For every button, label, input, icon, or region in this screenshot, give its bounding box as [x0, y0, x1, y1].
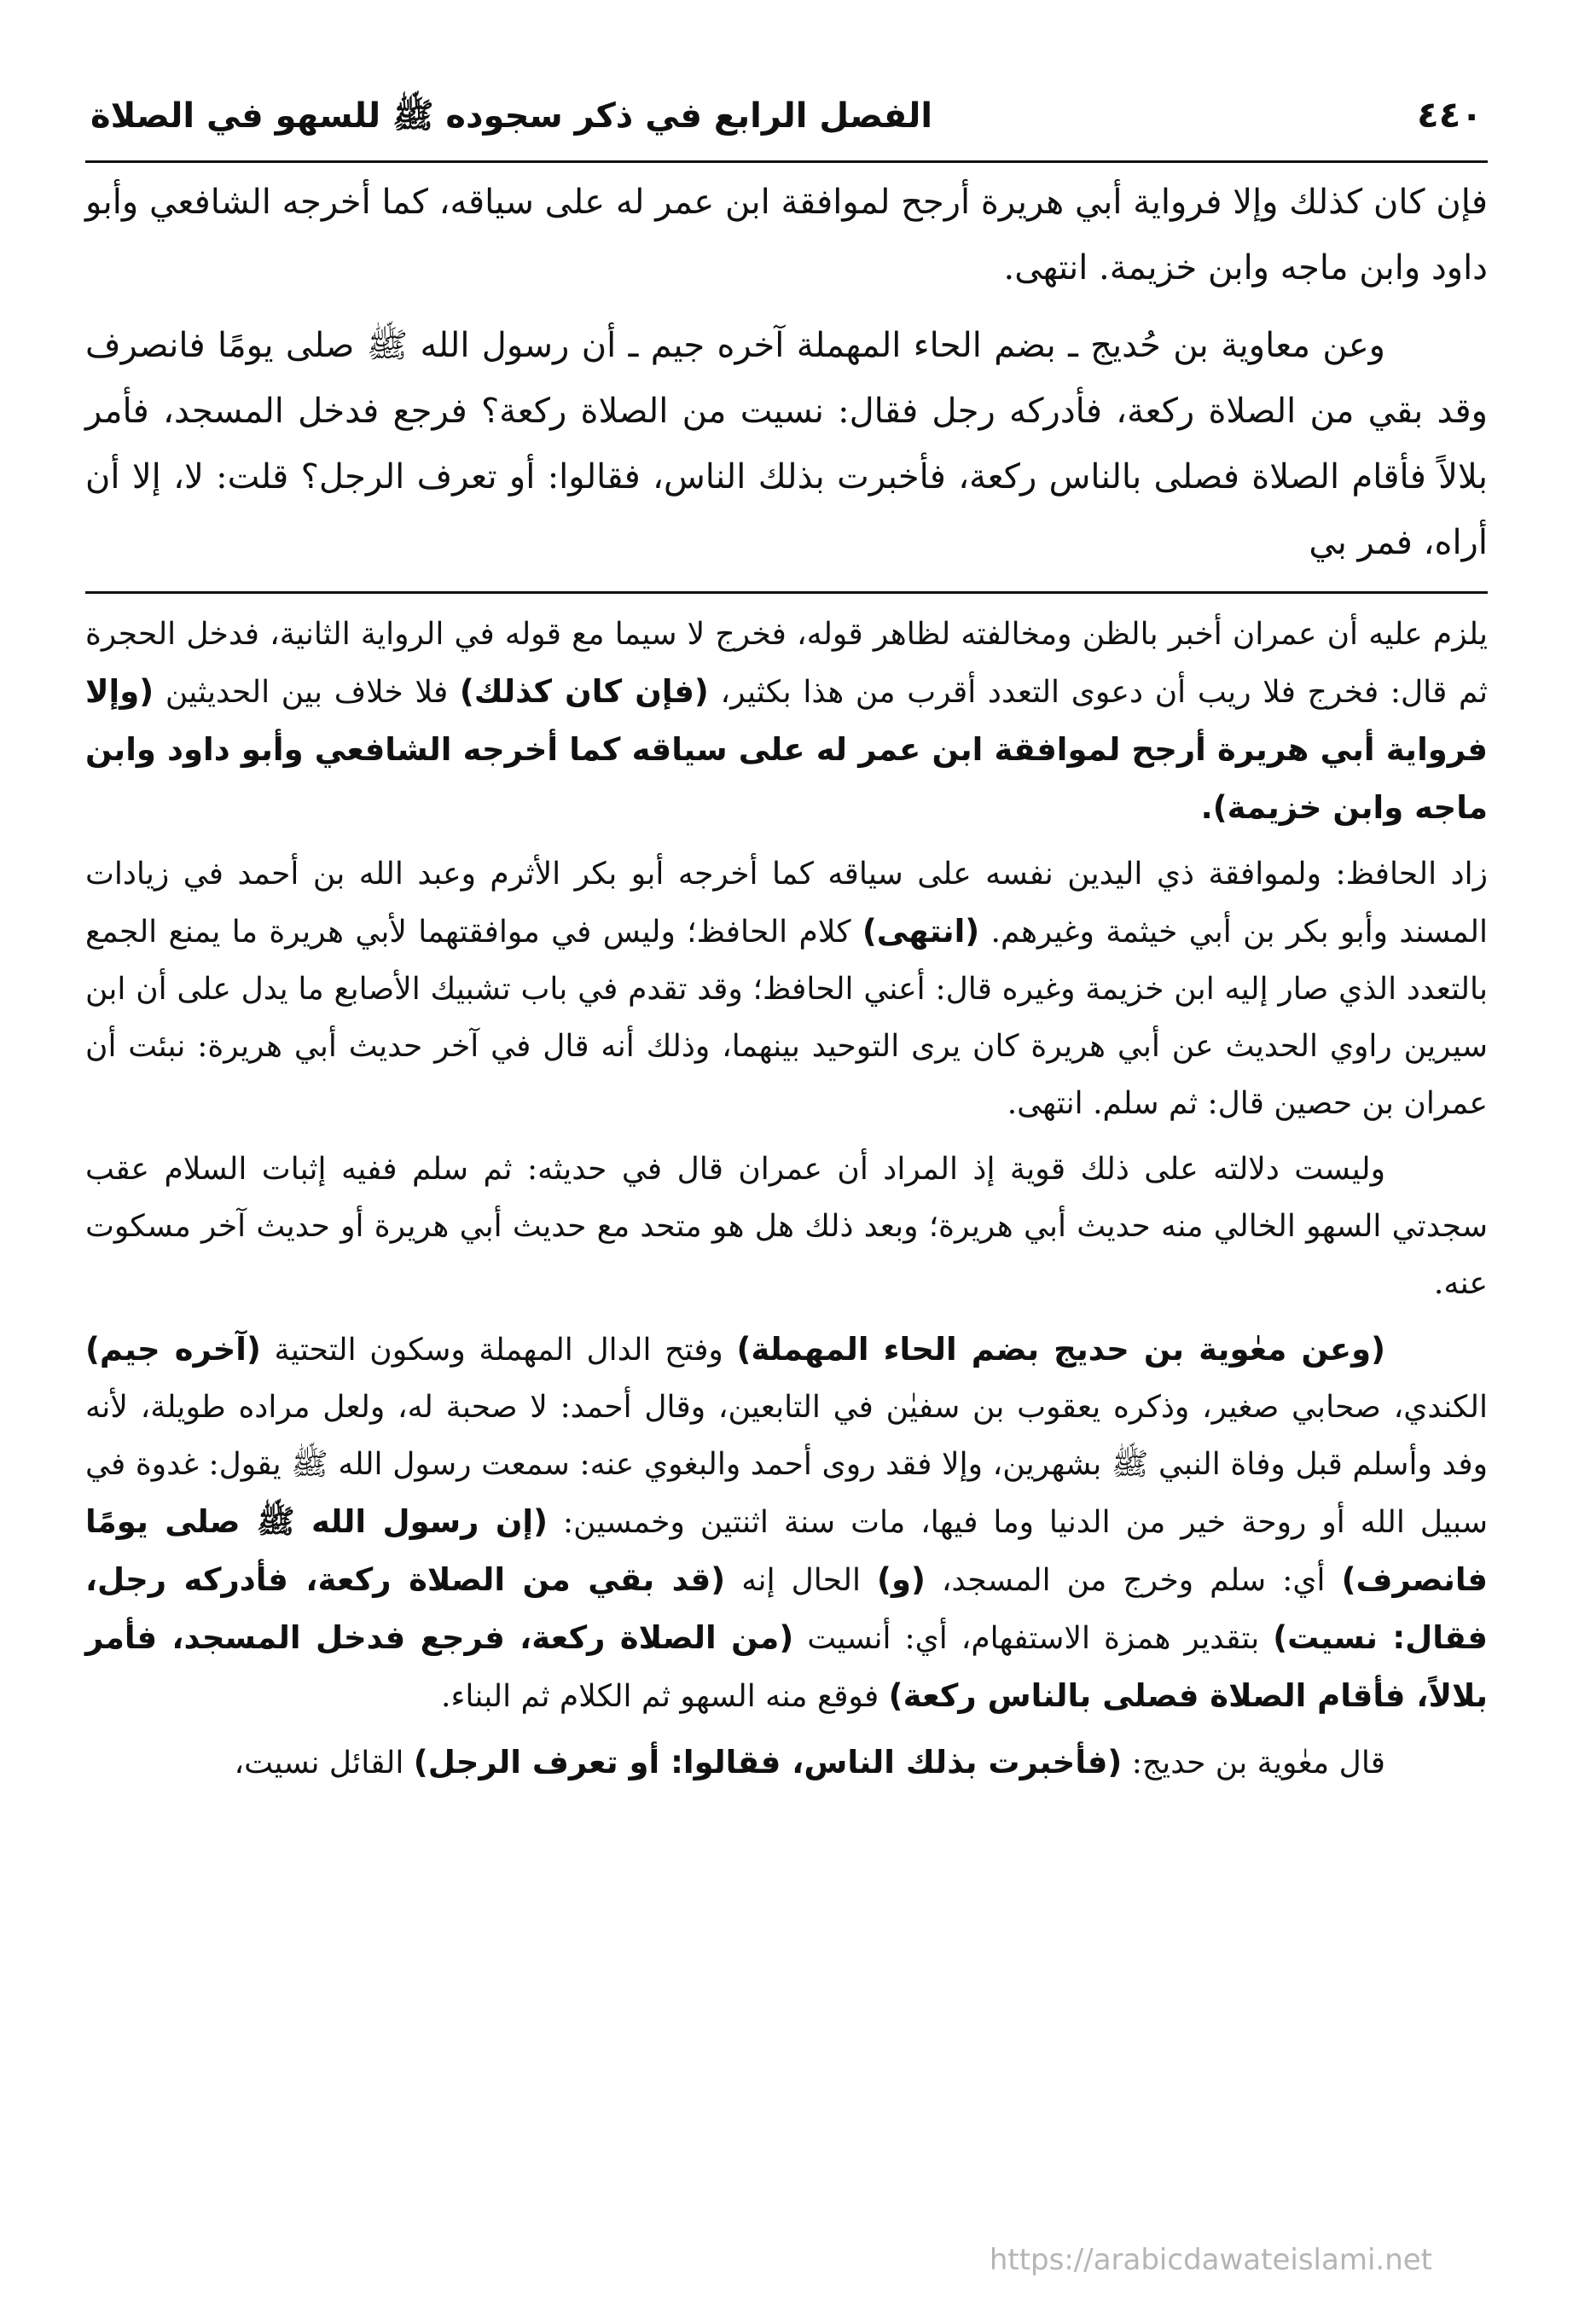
commentary-paragraph: وليست دلالته على ذلك قوية إذ المراد أن عمران قال في حديثه: ثم سلم ففيه إثبات السلام عقب سجدتي السهو الخالي منه حديث أبي هريرة؛ وبعد ذلك هل هو متحد مع حديث أبي هريرة أو حديث آخر مسكوت عنه. [85, 1152, 1488, 1301]
quoted-text: (و) [877, 1561, 926, 1598]
running-header [85, 94, 1488, 163]
commentary-text: قال معٰوية بن حديج: [1122, 1746, 1385, 1781]
commentary-text: الكندي، صحابي صغير، وذكره يعقوب بن سفيٰن في التابعين، وقال أحمد: لا صحبة له، ولعل مراده طويلة، لأنه وفد وأسلم قبل وفاة النبي ﷺ بشهرين، وإلا فقد روى أحمد والبغوي عنه: سمعت رسول الله ﷺ يقول: غدوة في سبيل الله أو روحة خير من الدنيا وما فيها، مات سنة اثنتين وخمسين: [85, 1390, 1489, 1540]
footnote-divider [85, 591, 1488, 594]
chapter-title: الفصل الرابع في ذكر سجوده ﷺ للسهو في الصلاة [90, 96, 933, 136]
commentary-text: فوقع منه السهو ثم الكلام ثم البناء. [441, 1679, 889, 1714]
commentary-paragraph [85, 1321, 1488, 1725]
commentary-text: وفتح الدال المهملة وسكون التحتية [260, 1333, 737, 1368]
commentary-text: بتقدير همزة الاستفهام، أي: أنسيت [793, 1621, 1274, 1656]
book-page [85, 94, 1488, 2290]
commentary [85, 606, 1488, 1792]
quoted-text: (فأخبرت بذلك الناس، فقالوا: أو تعرف الرجل) [413, 1744, 1123, 1781]
quoted-text: (فإن كان كذلك) [459, 673, 709, 710]
commentary-text: كلام الحافظ؛ وليس في موافقتهما لأبي هريرة ما يمنع الجمع بالتعدد الذي صار إليه ابن خزيمة وغيره قال: أعني الحافظ؛ وقد تقدم في باب تشبيك الأصابع ما يدل على أن ابن سيرين راوي الحديث عن أبي هريرة كان يرى التوحيد بينهما، وذلك أنه قال في آخر حديث أبي هريرة: نبئت أن عمران بن حصين قال: ثم سلم. انتهى. [85, 915, 1488, 1121]
commentary-paragraph [85, 1734, 1488, 1792]
quoted-text: (آخره جيم) [85, 1331, 261, 1368]
commentary-paragraph [85, 845, 1488, 1132]
quoted-text: (قد بقي من الصلاة ركعة، فأدركه رجل، فقال: نسيت) [85, 1561, 1488, 1656]
main-text-paragraph: فإن كان كذلك وإلا فرواية أبي هريرة أرجح لموافقة ابن عمر له على سياقه، كما أخرجه الشافعي وأبو داود وابن ماجه وابن خزيمة. انتهى. [85, 183, 1488, 288]
quoted-text: (إن رسول الله ﷺ صلى يومًا فانصرف) [85, 1503, 1488, 1598]
watermark-url: https://arabicdawateislami.net [989, 2243, 1432, 2277]
quoted-text: (وعن معٰوية بن حديج بضم الحاء المهملة) [736, 1331, 1385, 1368]
main-text [85, 170, 1488, 576]
commentary-text: أي: سلم وخرج من المسجد، [925, 1563, 1342, 1598]
commentary-text: الحال إنه [725, 1563, 878, 1598]
commentary-text: القائل نسيت، [234, 1746, 414, 1781]
quoted-text: (وإلا فرواية أبي هريرة أرجح لموافقة ابن عمر له على سياقه كما أخرجه الشافعي وأبو داود وابن ماجه وابن خزيمة). [85, 673, 1488, 826]
commentary-text: زاد الحافظ: ولموافقة ذي اليدين نفسه على سياقه كما أخرجه أبو بكر الأثرم وعبد الله بن أحمد في زيادات المسند وأبو بكر بن أبي خيثمة وغيرهم. [85, 857, 1489, 950]
commentary-paragraph [85, 606, 1488, 837]
quoted-text: (من الصلاة ركعة، فرجع فدخل المسجد، فأمر بلالاً، فأقام الصلاة فصلى بالناس ركعة) [85, 1619, 1488, 1714]
main-text-paragraph: وعن معاوية بن حُديج ـ بضم الحاء المهملة آخره جيم ـ أن رسول الله ﷺ صلى يومًا فانصرف وقد بقي من الصلاة ركعة، فأدركه رجل فقال: نسيت من الصلاة ركعة؟ فرجع فدخل المسجد، فأمر بلالاً فأقام الصلاة فصلى بالناس ركعة، فأخبرت بذلك الناس، فقالوا: أو تعرف الرجل؟ قلت: لا، إلا أن أراه، فمر بي [85, 326, 1488, 562]
quoted-text: (انتهى) [862, 913, 980, 950]
commentary-text: يلزم عليه أن عمران أخبر بالظن ومخالفته لظاهر قوله، فخرج لا سيما مع قوله في الرواية الثانية، فدخل الحجرة ثم قال: فخرج فلا ريب أن دعوى التعدد أقرب من هذا بكثير، [85, 617, 1488, 710]
commentary-text: فلا خلاف بين الحديثين [154, 675, 460, 710]
page-number: ٤٤٠ [1417, 94, 1483, 136]
